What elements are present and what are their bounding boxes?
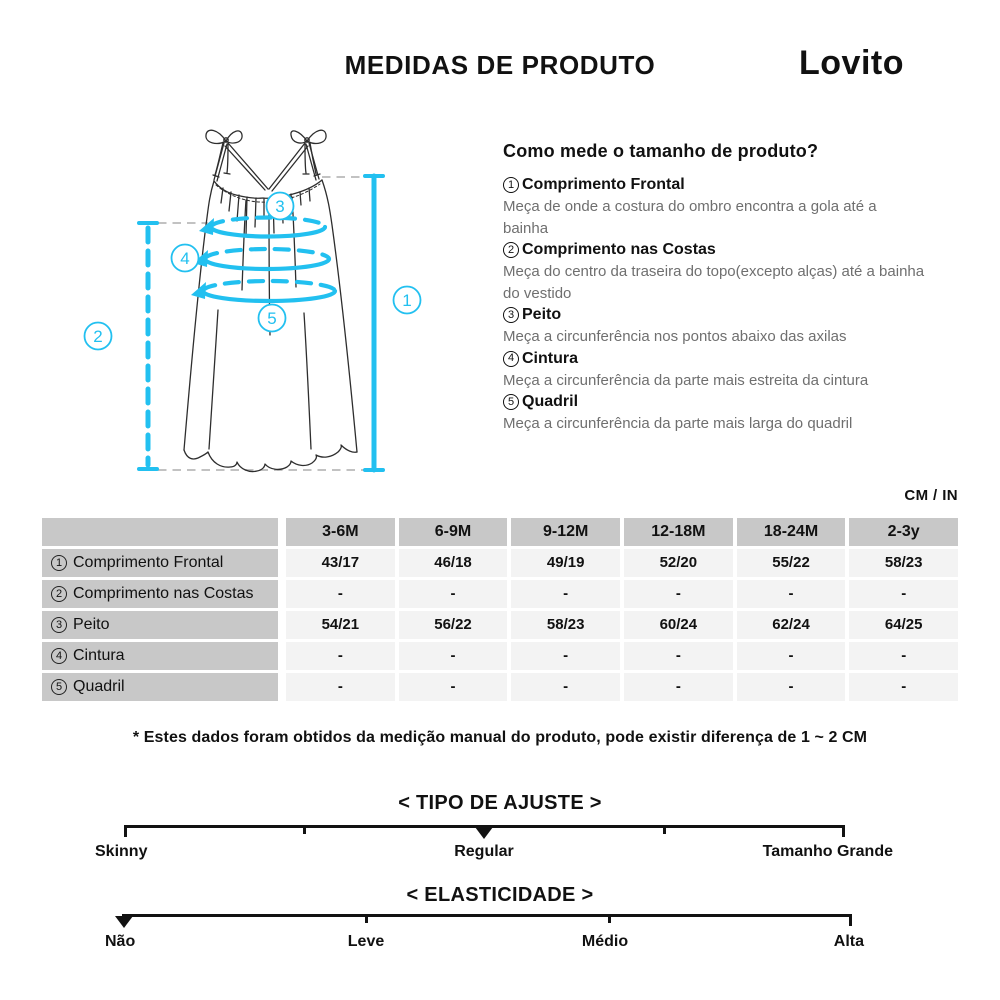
table-cell: 52/20 (624, 549, 733, 577)
table-cell: 43/17 (286, 549, 395, 577)
column-header: 18-24M (737, 518, 846, 546)
tick (849, 914, 852, 926)
table-cell: - (511, 673, 620, 701)
callout-5: 5 (267, 309, 277, 328)
table-cell: - (399, 673, 508, 701)
elasticity-label-alta: Alta (833, 933, 864, 950)
unit-label: CM / IN (904, 487, 958, 504)
instruction-desc-2 (503, 261, 955, 304)
fit-marker-icon (475, 827, 493, 839)
table-cell: - (624, 642, 733, 670)
table-cell: - (849, 673, 958, 701)
table-cell: - (849, 642, 958, 670)
elasticity-marker-icon (115, 916, 133, 928)
callout-2: 2 (93, 327, 103, 346)
fit-label-regular: Regular (454, 843, 514, 860)
product-measurement-diagram (60, 105, 480, 495)
table-cell: 58/23 (849, 549, 958, 577)
instruction-desc-1 (503, 196, 955, 239)
diagram-callouts (85, 193, 421, 350)
table-cell: - (624, 673, 733, 701)
table-cell: - (286, 673, 395, 701)
table-cell: - (849, 580, 958, 608)
table-cell: 55/22 (737, 549, 846, 577)
row-label (42, 580, 278, 608)
column-header: 9-12M (511, 518, 620, 546)
table-row (42, 580, 958, 608)
tick (663, 825, 666, 834)
tick (303, 825, 306, 834)
measurement-instructions (503, 139, 955, 435)
table-cell: - (399, 642, 508, 670)
instruction-term-label: Cintura (522, 349, 578, 367)
instruction-term-label: Comprimento Frontal (522, 176, 685, 193)
tick (842, 825, 845, 837)
table-cell: - (399, 580, 508, 608)
circled-number: 2 (51, 586, 67, 602)
circled-number: 3 (503, 307, 519, 323)
row-label-text: Cintura (73, 647, 125, 664)
instruction-term-1 (503, 174, 955, 196)
table-cell: 64/25 (849, 611, 958, 639)
tick (365, 914, 368, 923)
row-label (42, 642, 278, 670)
table-cell: 62/24 (737, 611, 846, 639)
table-corner-cell (42, 518, 278, 546)
table-row (42, 642, 958, 670)
desc-line: Meça a circunferência da parte mais estreita da cintura (503, 371, 869, 389)
circled-number: 4 (503, 351, 519, 367)
instruction-term-label: Quadril (522, 393, 579, 410)
instruction-term-4 (503, 348, 955, 370)
instruction-desc-5 (503, 413, 955, 435)
table-cell: 49/19 (511, 549, 620, 577)
instruction-term-3 (503, 304, 955, 326)
table-cell: - (737, 673, 846, 701)
table-cell: - (737, 642, 846, 670)
table-cell: - (511, 642, 620, 670)
tick (608, 914, 611, 923)
fit-label-skinny: Skinny (95, 843, 148, 860)
size-table (42, 518, 958, 704)
row-label-text: Comprimento Frontal (73, 554, 224, 571)
circled-number: 1 (51, 555, 67, 571)
desc-line: do vestido (503, 284, 572, 302)
row-label-text: Peito (73, 616, 110, 633)
elasticity-scale-labels (0, 933, 1000, 953)
table-cell: - (624, 580, 733, 608)
row-label (42, 549, 278, 577)
table-row (42, 611, 958, 639)
table-cell: - (286, 642, 395, 670)
table-cell: 54/21 (286, 611, 395, 639)
instruction-term-5 (503, 391, 955, 413)
instruction-term-label: Comprimento nas Costas (522, 241, 716, 258)
elasticity-scale-title: < ELASTICIDADE > (406, 884, 594, 906)
measurement-footnote: * Estes dados foram obtidos da medição manual do produto, pode existir diferença de 1 ~ 2 CM (132, 729, 868, 746)
fit-label-tamanho-grande: Tamanho Grande (762, 843, 893, 860)
table-header-row (42, 518, 958, 546)
tick (124, 825, 127, 837)
table-cell: - (286, 580, 395, 608)
circled-number: 5 (51, 679, 67, 695)
fit-scale-track (124, 825, 845, 828)
column-header: 2-3y (849, 518, 958, 546)
table-cell: 60/24 (624, 611, 733, 639)
desc-line: Meça a circunferência da parte mais larga do quadril (503, 415, 853, 432)
fit-scale-labels (0, 843, 1000, 863)
desc-line: Meça de onde a costura do ombro encontra a gola até a (503, 198, 877, 215)
elasticity-label-medio: Médio (581, 933, 629, 950)
row-label-text: Comprimento nas Costas (73, 585, 254, 602)
circled-number: 1 (503, 177, 519, 193)
row-label-text: Quadril (73, 678, 125, 695)
table-cell: 58/23 (511, 611, 620, 639)
fit-scale-title: < TIPO DE AJUSTE > (398, 792, 602, 814)
row-label (42, 611, 278, 639)
instruction-desc-3 (503, 326, 955, 348)
callout-3: 3 (275, 197, 285, 216)
elasticity-label-leve: Leve (347, 933, 385, 950)
instruction-term-2 (503, 239, 955, 261)
row-label (42, 673, 278, 701)
table-cell: - (737, 580, 846, 608)
elasticity-label-nao: Não (105, 933, 136, 950)
column-header: 12-18M (624, 518, 733, 546)
table-cell: 56/22 (399, 611, 508, 639)
table-cell: - (511, 580, 620, 608)
column-header: 6-9M (399, 518, 508, 546)
elasticity-scale-track (122, 914, 852, 917)
brand-logo: Lovito (799, 44, 904, 82)
circled-number: 3 (51, 617, 67, 633)
instruction-term-label: Peito (522, 306, 562, 323)
table-row (42, 549, 958, 577)
callout-4: 4 (180, 249, 190, 268)
circled-number: 5 (503, 394, 519, 410)
circled-number: 2 (503, 242, 519, 258)
column-header: 3-6M (286, 518, 395, 546)
instruction-desc-4 (503, 370, 955, 392)
circled-number: 4 (51, 648, 67, 664)
desc-line: bainha (503, 219, 549, 237)
table-cell: 46/18 (399, 549, 508, 577)
page-title: MEDIDAS DE PRODUTO (344, 50, 656, 80)
desc-line: Meça a circunferência nos pontos abaixo das axilas (503, 328, 847, 345)
table-row (42, 673, 958, 701)
instructions-heading: Como mede o tamanho de produto? (503, 141, 819, 161)
desc-line: Meça do centro da traseira do topo(excepto alças) até a bainha (503, 263, 925, 280)
callout-1: 1 (402, 291, 412, 310)
